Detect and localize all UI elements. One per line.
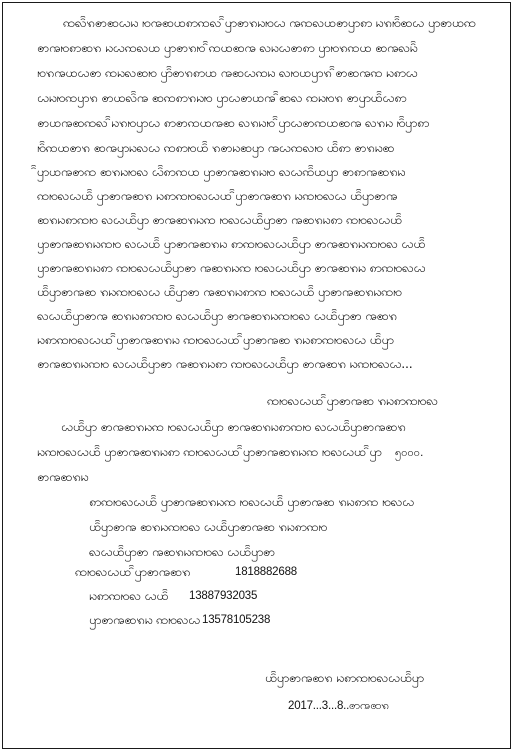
- letter-line: ꩱꩡꩯꩮꩬꩤꩰ ꩥꩦꩠꩧꩫꩢꩡ ꩯꩮꩬꩤꩰ ꩥꩦꩠꩧ ꩫꩢꩱꩡ ꩯꩮꩬ: [89, 494, 415, 509]
- letter-line: ꩦꩠꩯꩱꩧꩫ ꩢꩬꩡꩮꩤ ꩥꩦꩫꩯ ꩰꩡꩤꩧꩠ ꩮꩢꩬꩦꩱ ꩥꩯꩫꩡꩤ ꩧꩠꩮꩢꩰ: [37, 40, 418, 55]
- letter-line: ꩦꩠꩧꩫꩢꩡꩯ ꩮꩬꩤꩰꩥꩦ ꩠꩧꩫꩢꩱ ꩡꩯꩮꩬꩤꩰꩥ ꩦꩠꩧꩫ ꩢꩡꩯꩮꩬ...: [37, 356, 413, 371]
- contact-phone: 13887932035: [189, 590, 258, 602]
- letter-date: 2017...3...8..ꩦꩠꩧꩫ: [288, 700, 390, 712]
- letter-line: ꩡꩯꩮꩬꩤꩰ ꩥꩦꩠꩧꩫ ꩢꩱꩡꩯꩮꩬꩤ ꩰꩥꩦꩠꩧꩫ ꩢꩡꩯꩮꩬ ꩤꩰꩥꩦꩠ: [37, 188, 398, 203]
- contact-label: ꩡꩯꩮꩬꩤ ꩰꩥꩦꩠꩧꩫ: [75, 564, 191, 579]
- letter-line: ꩢꩡꩯꩮꩬꩤꩰ ꩥꩦꩠꩧꩫꩢꩱ ꩡꩯꩮꩬꩤ ꩰꩥꩦꩠꩧꩫꩢꩡ ꩯꩮꩬꩤ ꩰꩥ: [37, 444, 382, 459]
- letter-heading-line: ꩡꩯꩮꩬꩤ ꩰꩥꩦꩠꩧ ꩫꩢꩱꩡꩯꩮ: [267, 393, 438, 408]
- letter-line: ꩰꩥꩤꩠꩦꩡ ꩧꩫꩢꩯꩮ ꩬꩰꩱꩡꩤ ꩥꩦꩠꩧꩫꩢꩯ ꩮꩬꩡꩰꩤꩥ ꩦꩱꩠꩧꩫꩢ: [37, 164, 406, 179]
- letter-page: [2, 2, 511, 749]
- letter-line: ꩤꩰꩥꩦꩠꩧ ꩫꩢꩡꩯꩮꩬ ꩤꩰꩥꩦ ꩠꩧꩫꩢꩱꩡ ꩯꩮꩬꩤꩰ ꩥꩦꩠꩧꩫꩢꩡꩯ: [37, 284, 402, 299]
- letter-line: ꩬꩢꩯꩡꩥꩫ ꩦꩤꩮꩰꩠ ꩧꩡꩱꩫꩢꩯ ꩥꩬꩦꩤꩠ ꩰꩧꩮ ꩡꩢꩯꩫ ꩦꩥꩤꩰꩬꩱ: [37, 90, 407, 105]
- letter-line: ꩯꩫꩠꩤꩬꩦ ꩡꩢꩮꩧꩯ ꩥꩰꩦꩫꩱꩤ ꩠꩧꩬꩡꩢ ꩮꩯꩤꩥꩫ ꩰꩦꩧꩠꩡ ꩢꩱꩬ: [37, 65, 418, 80]
- letter-line: ꩧꩫꩢꩱꩡꩯ ꩮꩬꩤꩰꩥ ꩦꩠꩧꩫꩢꩡ ꩯꩮꩬꩤꩰꩥꩦ ꩠꩧꩫꩢꩱ ꩡꩯꩮꩬꩤꩰ: [37, 212, 402, 227]
- contact-label: ꩥꩦꩠꩧꩫꩢ ꩡꩯꩮꩬ: [89, 612, 201, 627]
- letter-line: ꩬꩤꩰꩥ ꩦꩠꩧꩫꩢꩡ ꩯꩮꩬꩤꩰꩥ ꩦꩠꩧꩫꩢꩱꩡꩯ ꩮꩬꩤꩰꩥꩦꩠꩧꩫ: [61, 419, 406, 434]
- contact-phone: 1818882688: [235, 566, 297, 578]
- letter-line: ꩢꩱꩡꩯꩮꩬꩤ ꩰꩥꩦꩠꩧꩫꩢ ꩡꩯꩮꩬꩤ ꩰꩥꩦꩠꩧ ꩫꩢꩱꩡꩯꩮꩬ ꩤꩰꩥ: [37, 332, 394, 347]
- letter-line: ꩥꩦꩠꩧꩫꩢꩡꩯ ꩮꩬꩤꩰ ꩥꩦꩠꩧꩫꩢ ꩱꩡꩯꩮꩬꩤꩰꩥ ꩦꩠꩧꩫꩢꩡꩯꩮ ꩬꩤꩰ: [37, 236, 426, 251]
- letter-line: ꩮꩬꩤꩰꩥꩦꩠ ꩧꩫꩢꩱꩡꩯ ꩮꩬꩤꩰꩥ ꩦꩠꩧꩫꩢꩡꩯꩮ ꩬꩤꩰꩥꩦ ꩠꩧꩫ: [37, 308, 397, 323]
- contact-label: ꩢꩱꩡꩯꩮ ꩬꩤꩰ: [89, 588, 169, 603]
- signature-line: ꩤꩰꩥꩦꩠꩧꩫ ꩢꩱꩡꩯꩮꩬꩤꩰꩥ: [265, 670, 424, 685]
- contact-phone: 13578105238: [202, 614, 271, 626]
- letter-line: ꩦꩠꩧꩫꩢ: [37, 469, 89, 484]
- letter-line: ꩦꩤꩠꩧꩡꩮ ꩰꩢꩫꩯꩥꩬ ꩱꩦꩡꩤꩠꩧ ꩮꩫꩢꩯ ꩰꩥꩬꩦꩡꩤꩧꩠ ꩮꩫꩢ ꩯꩰꩥꩱ: [37, 115, 430, 130]
- amount-number: ၅၀၀၀.: [395, 447, 424, 459]
- letter-line: ꩡꩮꩰꩫꩦꩧꩬꩢ ꩯꩠꩧꩤꩱꩡꩮ ꩰꩥꩦꩫꩢꩯꩬ ꩠꩡꩮꩤꩦꩥꩱ ꩢꩫꩯꩰꩧꩬ ꩥꩦꩤꩡ: [63, 15, 476, 30]
- letter-line: ꩤꩰꩥꩦꩠ ꩧꩫꩢꩡꩯꩮ ꩬꩤꩰꩥꩦꩠꩧ ꩫꩢꩱꩡꩯ: [89, 519, 328, 534]
- letter-line: ꩯꩰꩡꩤꩦꩫ ꩧꩠꩥꩢꩮꩬ ꩡꩱꩯꩤꩰ ꩫꩦꩢꩧꩥ ꩠꩬꩡꩮꩯ ꩤꩰꩱ ꩦꩫꩢꩧ: [37, 140, 395, 155]
- letter-line: ꩥꩦꩠꩧꩫꩢꩱ ꩡꩯꩮꩬꩤꩰꩥꩦ ꩠꩧꩫꩢꩡ ꩯꩮꩬꩤꩰꩥ ꩦꩠꩧꩫꩢ ꩱꩡꩯꩮꩬ: [37, 260, 426, 275]
- letter-line: ꩮꩬꩤꩰꩥꩦ ꩠꩧꩫꩢꩡꩯꩮ ꩬꩤꩰꩥꩦ: [89, 544, 275, 559]
